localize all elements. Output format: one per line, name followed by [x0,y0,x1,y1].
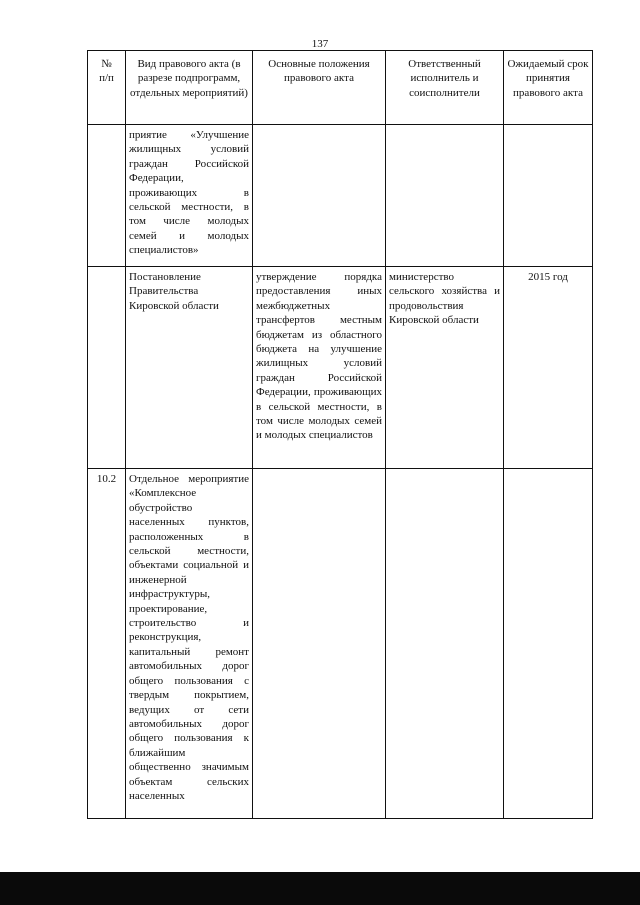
table-row [88,267,593,469]
row-executor: министерство сельского хозяйства и продовольствия Кировской области [386,267,504,469]
header-executor: Ответственный исполнитель и соисполнители [386,51,504,125]
row-act-type: Отдельное мероприятие «Комплексное обустройство населенных пунктов, расположенных в сельской местности, объектами социальной и инженерной инфраструктуры, проектирование, строительство и реконструкция, капитальный ремонт автомобильных дорог общего пользования с твердым покрытием, ведущих от сети автомобильных дорог общего пользования к ближайшим общественно значимым объектам сельских населенных [126,469,253,819]
row-executor [386,125,504,267]
row-act-type: приятие «Улучшение жилищных условий граждан Российской Федерации, проживающих в сельской местности, в том числе молодых семей и молодых специалистов» [126,125,253,267]
header-provisions: Основные положения правового акта [253,51,386,125]
header-row [88,51,593,125]
row-number: 10.2 [88,469,126,819]
legal-acts-table [87,50,593,819]
row-act-type: Постановление Правительства Кировской области [126,267,253,469]
page-number: 137 [311,38,329,50]
row-deadline [504,125,593,267]
header-number: № п/п [88,51,126,125]
row-deadline [504,469,593,819]
row-provisions: утверждение порядка предоставления иных межбюджетных трансфертов местным бюджетам из областного бюджета на улучшение жилищных условий граждан Российской Федерации, проживающих в сельской местности, в том числе молодых семей и молодых специалистов [253,267,386,469]
table-row [88,125,593,267]
row-number [88,125,126,267]
header-deadline: Ожидаемый срок принятия правового акта [504,51,593,125]
scan-bottom-border [0,872,640,905]
row-executor [386,469,504,819]
row-provisions [253,125,386,267]
row-deadline: 2015 год [504,267,593,469]
table-row [88,469,593,819]
header-act-type: Вид правового акта (в разрезе подпрограмм, отдельных мероприятий) [126,51,253,125]
row-provisions [253,469,386,819]
row-number [88,267,126,469]
